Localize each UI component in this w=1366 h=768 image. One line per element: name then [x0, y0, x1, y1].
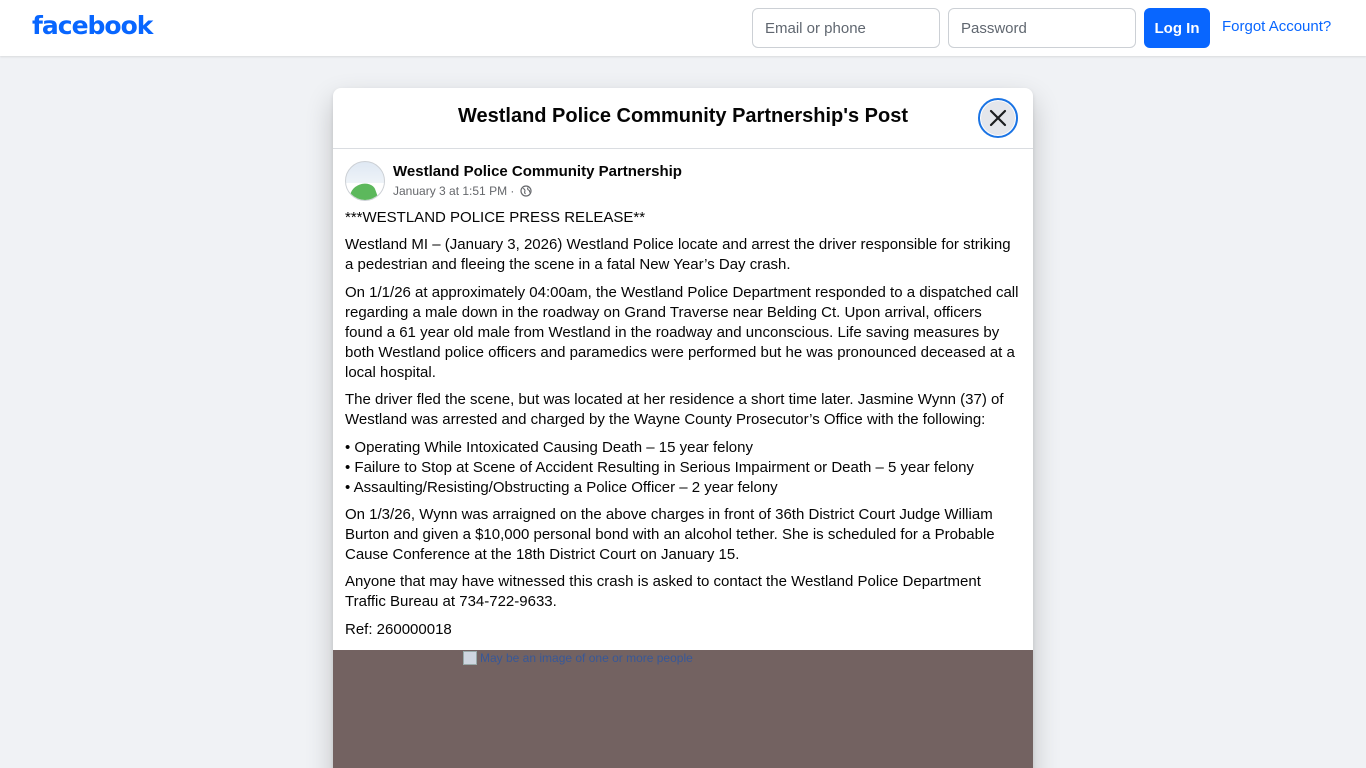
email-field[interactable] — [752, 8, 940, 48]
charges-list — [345, 438, 1021, 498]
dialog-title: Westland Police Community Partnership's Post — [457, 105, 909, 127]
globe-icon — [520, 185, 532, 197]
broken-image-placeholder — [463, 651, 693, 665]
dialog-header — [333, 88, 1033, 149]
password-field[interactable] — [948, 8, 1136, 48]
post-image[interactable] — [333, 650, 1033, 768]
charge-item: • Assaulting/Resisting/Obstructing a Police Officer – 2 year felony — [345, 478, 778, 496]
top-navigation-bar — [0, 0, 1366, 56]
close-button[interactable] — [978, 98, 1018, 138]
image-alt-text: May be an image of one or more people — [480, 651, 693, 665]
charge-item: • Failure to Stop at Scene of Accident Resulting in Serious Impairment or Death – 5 year felony — [345, 458, 974, 476]
post-meta — [393, 184, 532, 198]
post-paragraph: On 1/3/26, Wynn was arraigned on the above charges in front of 36th District Court Judge William Burton and given a $10,000 personal bond with an alcohol tether. She is scheduled for a Probable Cause Conference at the 18th District Court on January 15. — [345, 505, 995, 563]
post-paragraph: The driver fled the scene, but was located at her residence a short time later. Jasmine Wynn (37) of Westland was arrested and charged by the Wayne County Prosecutor’s Office with the following: — [345, 391, 1004, 429]
post-dialog — [333, 88, 1033, 768]
post-paragraph: Westland MI – (January 3, 2026) Westland Police locate and arrest the driver responsible for striking a pedestrian and fleeing the scene in a fatal New Year’s Day crash. — [345, 236, 1011, 274]
forgot-account-link[interactable]: Forgot Account? — [1222, 18, 1332, 35]
login-button[interactable]: Log In — [1144, 8, 1210, 48]
avatar[interactable] — [345, 161, 385, 201]
facebook-logo[interactable]: facebook — [32, 11, 153, 40]
charge-item: • Operating While Intoxicated Causing Death – 15 year felony — [345, 438, 753, 456]
post-author[interactable]: Westland Police Community Partnership — [393, 163, 682, 180]
close-icon — [989, 109, 1007, 127]
post-reference: Ref: 260000018 — [345, 620, 452, 638]
post-body — [345, 208, 1021, 647]
meta-separator: · — [507, 184, 518, 198]
post-paragraph: Anyone that may have witnessed this crash is asked to contact the Westland Police Department Traffic Bureau at 734-722-9633. — [345, 573, 981, 611]
post-timestamp[interactable]: January 3 at 1:51 PM — [393, 184, 508, 198]
post-paragraph: On 1/1/26 at approximately 04:00am, the Westland Police Department responded to a dispatched call regarding a male down in the roadway on Grand Traverse near Belding Ct. Upon arrival, officers found a 61 year old male from Westland in the roadway and unconscious. Life saving measures by both Westland police officers and paramedics were performed but he was pronounced deceased at a local hospital. — [345, 283, 1019, 381]
post-paragraph: ***WESTLAND POLICE PRESS RELEASE** — [345, 209, 646, 226]
broken-image-icon — [463, 651, 477, 665]
